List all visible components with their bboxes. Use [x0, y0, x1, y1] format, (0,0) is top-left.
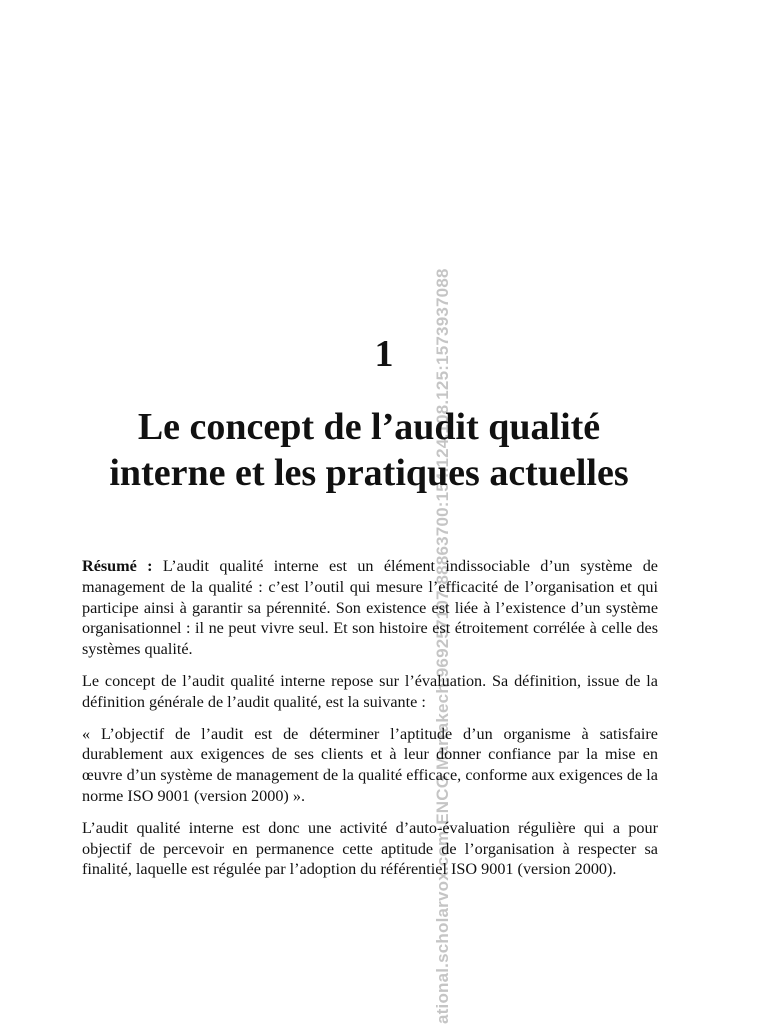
summary-text: L’audit qualité interne est un élément indissociable d’un système de management de la qualité : c’est l’outil qui mesure l’efficacité de l’organisation et qui participe ainsi à garantir sa pérennité. Son existence est liée à l’existence d’un système organisationnel : il ne peut vivre seul. Et son histoire est étroitement corrélée à celle des systèmes qualité.	[82, 557, 658, 659]
chapter-body	[82, 556, 658, 891]
chapter-number: 1	[374, 333, 394, 375]
conclusion-paragraph: L’audit qualité interne est donc une activité d’auto-évaluation régulière qui a pour objectif de percevoir en permanence cette aptitude de l’organisation à respecter sa finalité, laquelle est régulée par l’adoption du référentiel ISO 9001 (version 2000).	[82, 818, 658, 879]
concept-paragraph: Le concept de l’audit qualité interne repose sur l’évaluation. Sa définition, issue de la définition générale de l’audit qualité, est la suivante :	[82, 671, 658, 711]
chapter-title-line-2: interne et les pratiques actuelles	[109, 452, 629, 494]
vertical-watermark: ational.scholarvox.com:ENCG Marrakech:969257107:88863700:154.124.108.125:1573937088	[433, 268, 452, 1024]
chapter-title	[0, 404, 738, 496]
summary-label: Résumé :	[82, 557, 153, 575]
definition-quote: « L’objectif de l’audit est de déterminer l’aptitude d’un organisme à satisfaire durablement aux exigences de ses clients et à leur donner confiance par la mise en œuvre d’un système de management de la qualité efficace, conforme aux exigences de la norme ISO 9001 (version 2000) ».	[82, 724, 658, 805]
summary-paragraph	[82, 556, 658, 660]
chapter-title-line-1: Le concept de l’audit qualité	[137, 406, 601, 448]
